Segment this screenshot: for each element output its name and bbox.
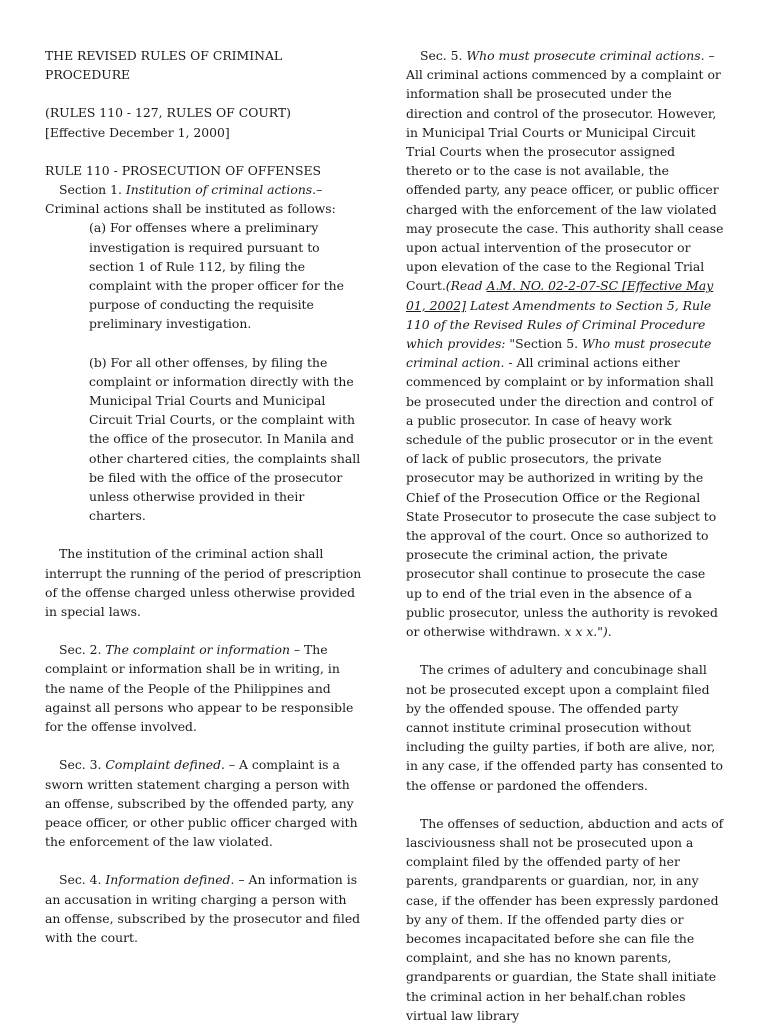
section-1: [45, 180, 363, 218]
rule-heading: RULE 110 - PROSECUTION OF OFFENSES: [45, 162, 322, 178]
section-1-interrupt: The institution of the criminal action shall interrupt the running of the period of prescription of the offense charged unless otherwise provided in special laws.: [45, 546, 362, 620]
section-5: [406, 46, 724, 641]
section-4: [45, 870, 363, 947]
section-5-quote-body: - All criminal actions either commenced by complaint or by information shall be prosecuted under the direction and control of a public prosecutor. In case of heavy work schedule of the public prosecutor or in the event of lack of public prosecutors, the private prosecutor may be authorized in writing by the Chief of the Prosecution Office or the Regional State Prosecutor to prosecute the case subject to the approval of the court. Once so authorized to prosecute the criminal action, the private prosecutor shall continue to prosecute the case up to end of the trial even in the absence of a public prosecutor, unless the authority is revoked or otherwise withdrawn.: [406, 355, 718, 640]
adultery-paragraph: The crimes of adultery and concubinage shall not be prosecuted except upon a complaint filed by the offended spouse. The offended party cannot institute criminal prosecution without including the guilty parties, if both are alive, nor, in any case, if the offended party has consented to the offense or pardoned the offenders.: [406, 662, 724, 793]
section-1-title: Institution of criminal actions.: [125, 182, 317, 198]
section-1-label: Section 1.: [59, 182, 126, 198]
am-02-2-07-sc-link[interactable]: A.M. NO. 02-2-07-SC [Effective May 01, 2002]: [406, 278, 714, 313]
section-5-body: – All criminal actions commenced by a complaint or information shall be prosecuted under the direction and control of the prosecutor. However, in Municipal Trial Courts or Municipal Circuit Trial Courts when the prosecutor assigned thereto or to the case is not available, the offended party, any peace officer, or public officer charged with the enforcement of the law violated may prosecute the case. This authority shall cease upon actual intervention of the prosecutor or upon elevation of the case to the Regional Trial Court.: [406, 48, 724, 294]
seduction-paragraph: The offenses of seduction, abduction and acts of lasciviousness shall not be prosecuted upon a complaint filed by the offended party of her parents, grandparents or guardian, nor, in any case, if the offender has been expressly pardoned by any of them. If the offended party dies or becomes incapacitated before she can file the complaint, and she has no known parents, grandparents or guardian, the State shall initiate the criminal action in her behalf.chan robles virtual law library: [406, 815, 724, 1023]
section-2: [45, 640, 363, 736]
section-3-label: Sec. 3.: [59, 757, 106, 773]
section-4-title: Information defined.: [105, 872, 235, 888]
section-5-read-note: (Read A.M. NO. 02-2-07-SC [Effective May 01, 2002] Latest Amendments to Section 5, Rule 110 of the Revised Rules of Criminal Procedure which provides:: [406, 278, 714, 352]
section-2-label: Sec. 2.: [59, 642, 106, 658]
rules-range: (RULES 110 - 127, RULES OF COURT): [45, 105, 292, 121]
document-title: THE REVISED RULES OF CRIMINAL PROCEDURE: [45, 48, 283, 83]
section-5-quote-title: Who must prosecute criminal action.: [406, 336, 712, 371]
section-3-title: Complaint defined.: [105, 757, 225, 773]
section-1-item-a: (a) For offenses where a preliminary investigation is required pursuant to section 1 of Rule 112, by filing the complaint with the proper officer for the purpose of conducting the requisite preliminary investigation.: [89, 220, 344, 332]
section-3: [45, 755, 363, 851]
section-4-body: – An information is an accusation in writing charging a person with an offense, subscribed by the prosecutor and filed with the court.: [45, 872, 361, 945]
right-column: [406, 46, 724, 1025]
section-5-label: Sec. 5.: [420, 48, 467, 63]
section-5-quote-end: x x x.").: [564, 624, 612, 640]
section-5-quote-label: "Section 5.: [509, 336, 582, 352]
section-1-body: – Criminal actions shall be instituted as follows:: [45, 182, 336, 217]
section-3-body: – A complaint is a sworn written statement charging a person with an offense, subscribed by the offended party, any peace officer, or other public officer charged with the enforcement of the law violated.: [45, 757, 358, 850]
section-2-body: – The complaint or information shall be in writing, in the name of the People of the Philippines and against all persons who appear to be responsible for the offense involved.: [45, 642, 354, 735]
left-column: [45, 46, 363, 947]
section-4-label: Sec. 4.: [59, 872, 106, 888]
effective-date: [Effective December 1, 2000]: [45, 124, 230, 140]
section-2-title: The complaint or information: [105, 642, 290, 658]
section-5-title: Who must prosecute criminal actions.: [466, 48, 705, 63]
section-1-item-b: (b) For all other offenses, by filing the complaint or information directly with the Municipal Trial Courts and Municipal Circuit Trial Courts, or the complaint with the office of the prosecutor. In Manila and other chartered cities, the complaints shall be filed with the office of the prosecutor unless otherwise provided in their charters.: [89, 354, 361, 524]
